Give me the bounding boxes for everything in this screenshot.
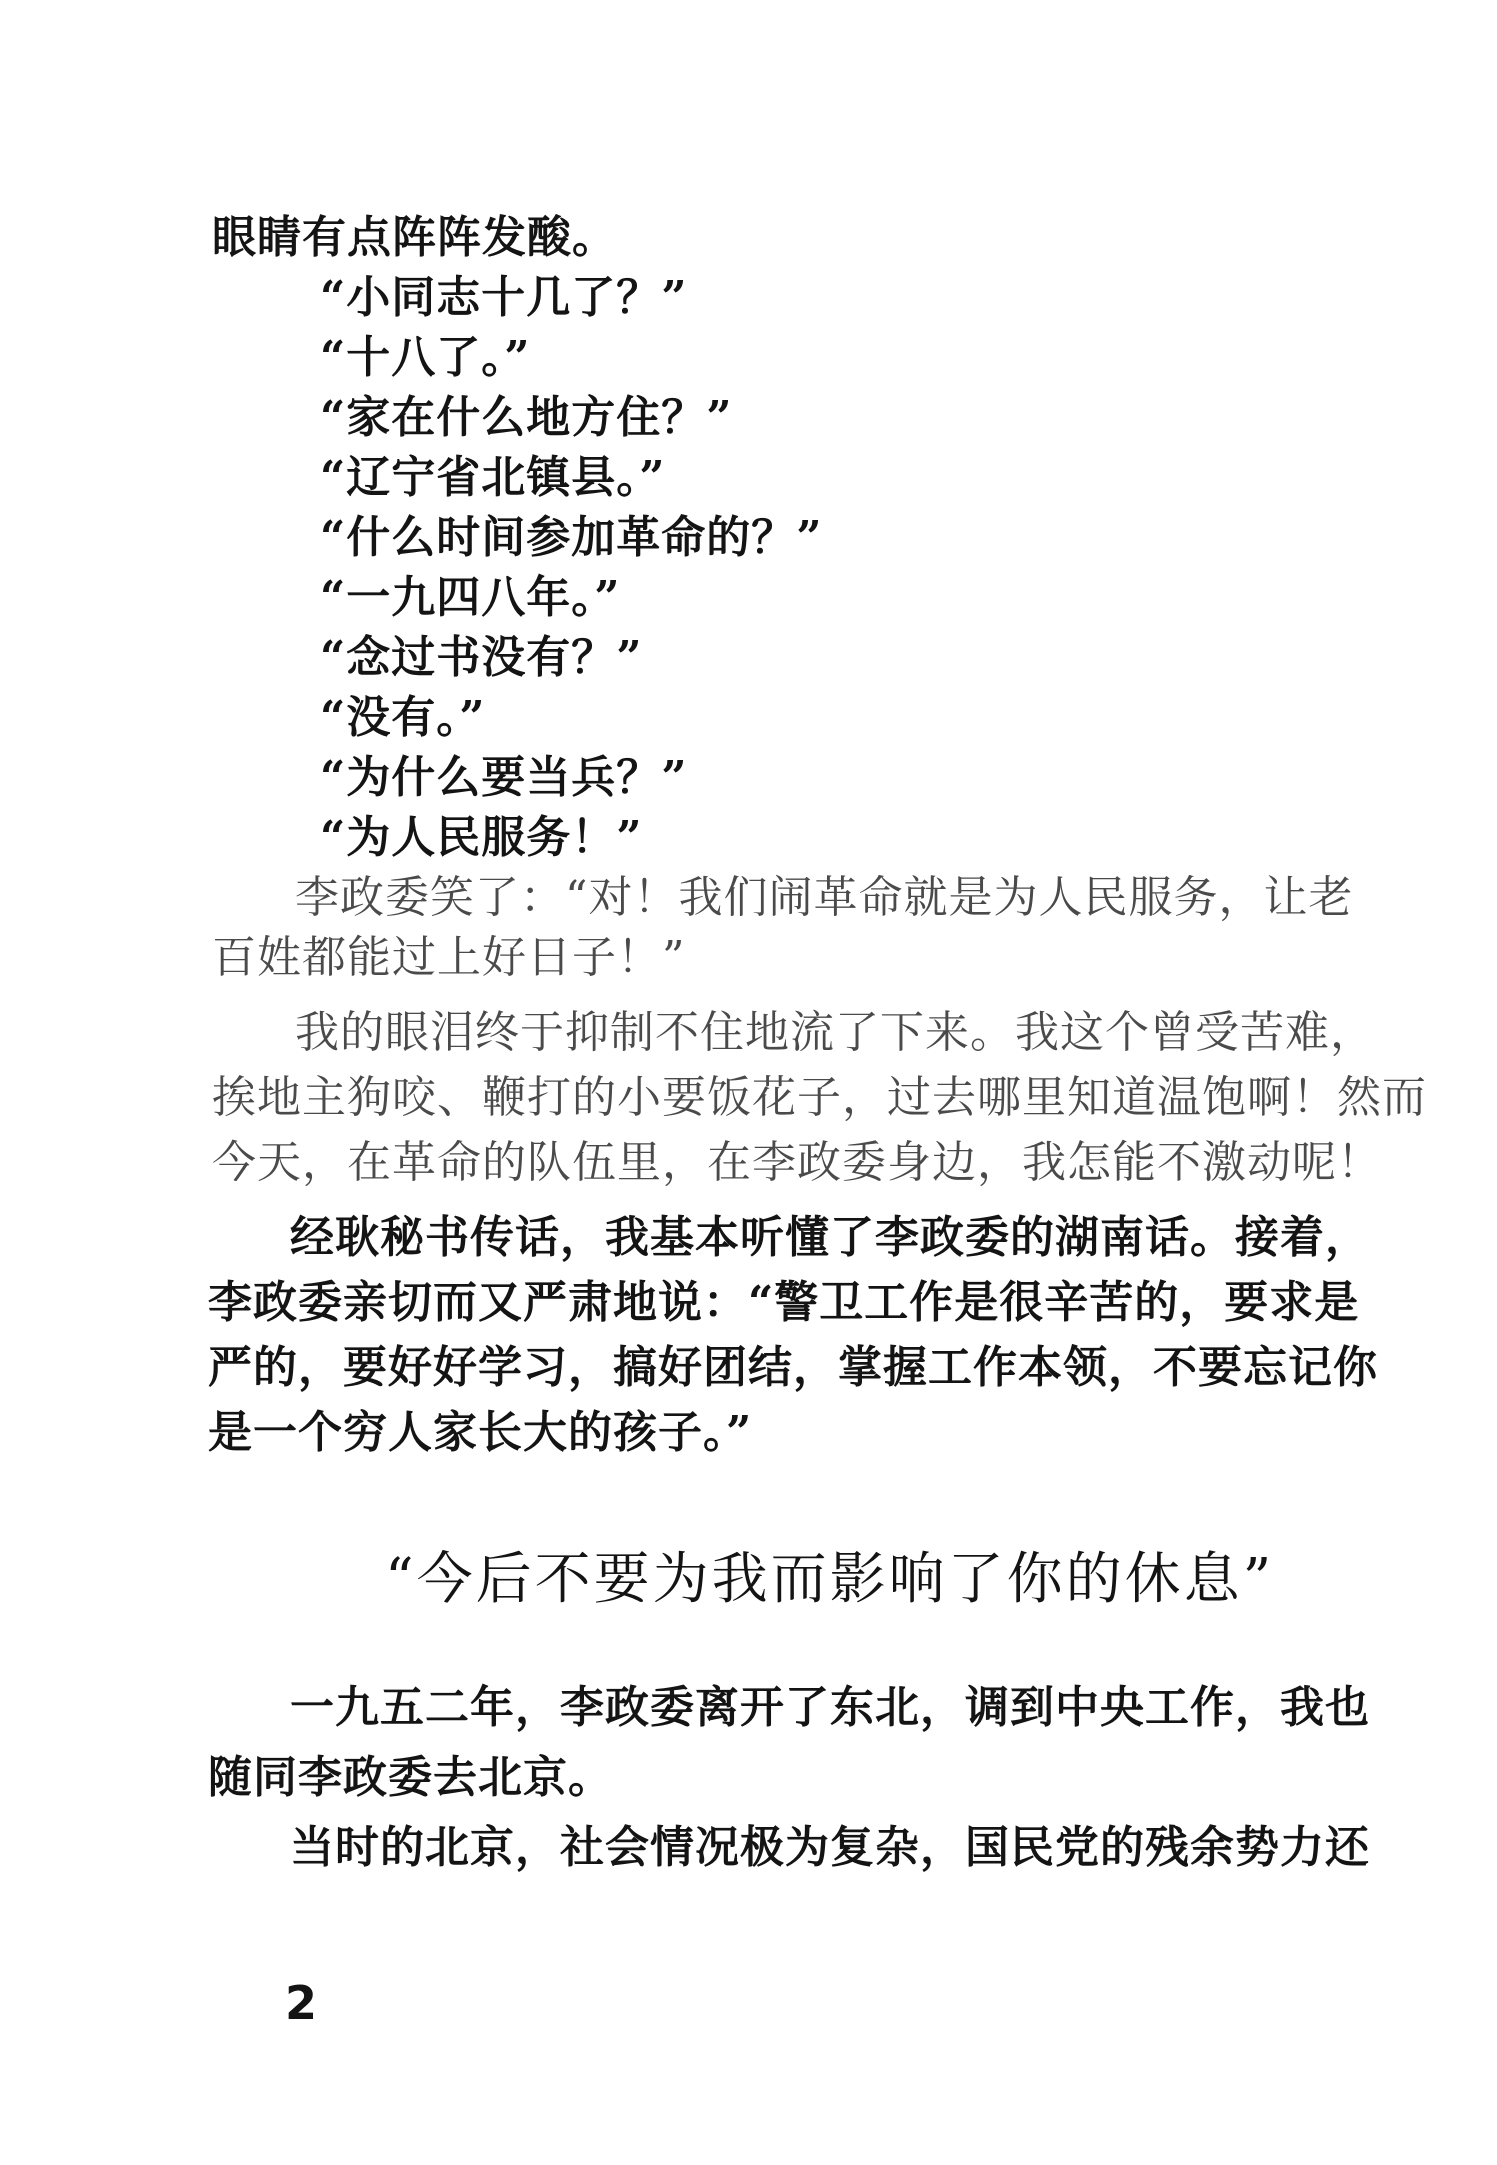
- dialogue-line: “为人民服务！”: [320, 812, 643, 863]
- dialogue-line: “为什么要当兵？”: [320, 752, 688, 803]
- dialogue-line: “一九四八年。”: [320, 572, 621, 623]
- text-line: 随同李政委去北京。: [208, 1752, 613, 1803]
- dialogue-line: “没有。”: [320, 692, 486, 743]
- text-line: 一九五二年，李政委离开了东北，调到中央工作，我也: [290, 1682, 1370, 1733]
- dialogue-line: “念过书没有？”: [320, 632, 643, 683]
- text-line: 挨地主狗咬、鞭打的小要饭花子，过去哪里知道温饱啊！然而: [212, 1072, 1427, 1123]
- text-line: 是一个穷人家长大的孩子。”: [208, 1407, 753, 1458]
- text-line: 今天，在革命的队伍里，在李政委身边，我怎能不激动呢！: [212, 1137, 1382, 1188]
- section-heading: “今后不要为我而影响了你的休息”: [385, 1547, 1275, 1612]
- dialogue-line: “十八了。”: [320, 332, 531, 383]
- page-number: 2: [285, 1976, 318, 2030]
- dialogue-line: “家在什么地方住？”: [320, 392, 733, 443]
- dialogue-line: “辽宁省北镇县。”: [320, 452, 666, 503]
- text-line: 李政委亲切而又严肃地说：“警卫工作是很辛苦的，要求是: [208, 1277, 1360, 1328]
- text-line: 严的，要好好学习，搞好团结，掌握工作本领，不要忘记你: [208, 1342, 1378, 1393]
- text-line: 李政委笑了：“对！我们闹革命就是为人民服务，让老: [295, 872, 1354, 923]
- dialogue-line: “什么时间参加革命的？”: [320, 512, 823, 563]
- text-line: 百姓都能过上好日子！”: [212, 932, 686, 983]
- text-line: 眼睛有点阵阵发酸。: [212, 212, 617, 263]
- text-line: 经耿秘书传话，我基本听懂了李政委的湖南话。接着，: [290, 1212, 1370, 1263]
- text-line: 当时的北京，社会情况极为复杂，国民党的残余势力还: [290, 1822, 1370, 1873]
- text-line: 我的眼泪终于抑制不住地流了下来。我这个曾受苦难，: [295, 1007, 1375, 1058]
- dialogue-line: “小同志十几了？”: [320, 272, 688, 323]
